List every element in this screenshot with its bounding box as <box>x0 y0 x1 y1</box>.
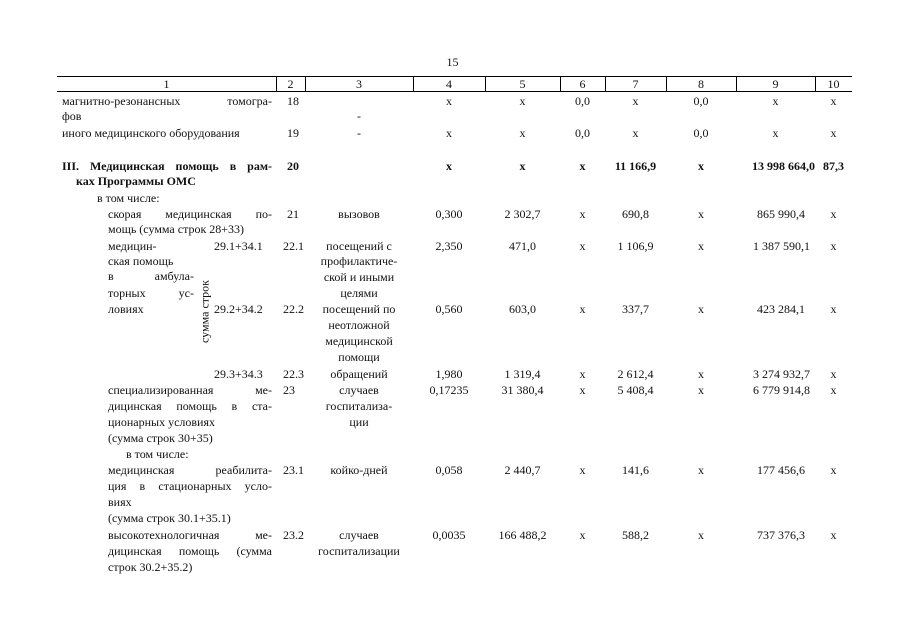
cell-c5: 1 319,4 <box>504 367 541 381</box>
row-number: 19 <box>287 126 299 140</box>
row-unit: койко-дней <box>330 463 388 477</box>
row-unit: целями <box>340 286 378 300</box>
row-name: медицин- <box>108 239 157 253</box>
cell-c10: х <box>830 207 837 221</box>
cell-c5: 471,0 <box>509 239 536 253</box>
cell-c8: х <box>698 207 704 221</box>
cell-c8: х <box>698 159 704 173</box>
row-unit: госпитализации <box>318 544 400 558</box>
including-label: в том числе: <box>126 447 189 461</box>
header-col-5: 5 <box>519 77 526 91</box>
row-number: 21 <box>287 207 299 221</box>
row-name: специализированная ме- <box>108 383 272 397</box>
row-name: ция в стационарных усло- <box>108 479 272 493</box>
cell-c7: 588,2 <box>622 528 649 542</box>
cell-c6: х <box>579 383 586 397</box>
section-title: ках Программы ОМС <box>76 174 196 188</box>
row-number: 22.1 <box>283 239 304 253</box>
row-unit: неотложной <box>328 318 390 332</box>
cell-c8: х <box>698 239 704 253</box>
row-name: ловиях <box>108 302 144 316</box>
cell-c10: х <box>830 367 837 381</box>
section-title: III. Медицинская помощь в рам- <box>62 159 272 173</box>
row-number: 22.3 <box>283 367 304 381</box>
cell-c10: х <box>830 94 837 108</box>
header-col-9: 9 <box>772 77 779 91</box>
header-col-7: 7 <box>632 77 639 91</box>
cell-c4: х <box>446 94 452 108</box>
header-col-4: 4 <box>446 77 452 91</box>
row-name: (сумма строк 30.1+35.1) <box>108 511 231 525</box>
row-unit: помощи <box>338 350 380 364</box>
cell-c6: х <box>579 302 586 316</box>
cell-c4: 2,350 <box>435 239 463 253</box>
cell-c5: 2 302,7 <box>504 207 541 221</box>
row-name: дицинская помощь (сумма <box>108 544 272 558</box>
cell-c4: 0,058 <box>435 463 463 477</box>
cell-c5: 31 380,4 <box>501 383 544 397</box>
row-number: 22.2 <box>283 302 304 316</box>
header-bottom-rule <box>57 91 852 92</box>
cell-c10: х <box>830 239 837 253</box>
row-number: 20 <box>287 159 299 173</box>
cell-c10: х <box>830 302 837 316</box>
cell-c7: 337,7 <box>622 302 649 316</box>
cell-c4: 0,560 <box>435 302 463 316</box>
header-col-2: 2 <box>287 77 294 91</box>
cell-c7: 5 408,4 <box>617 383 654 397</box>
cell-c7: х <box>632 94 639 108</box>
cell-c5: 2 440,7 <box>504 463 541 477</box>
row-unit: - <box>357 126 361 140</box>
row-name: высокотехнологичная ме- <box>108 528 272 542</box>
row-name: виях <box>108 495 132 509</box>
row-name: в амбула- <box>108 269 194 283</box>
cell-c6: х <box>579 239 586 253</box>
cell-c8: 0,0 <box>693 126 709 140</box>
row-number: 18 <box>287 94 299 108</box>
header-col-8: 8 <box>698 77 704 91</box>
cell-c4: 0,17235 <box>429 383 469 397</box>
cell-c7: х <box>632 126 639 140</box>
cell-c4: 0,0035 <box>432 528 466 542</box>
row-name: ционарных условиях <box>108 415 215 429</box>
cell-c9: 423 284,1 <box>757 302 805 316</box>
row-sum: 29.2+34.2 <box>214 302 263 316</box>
cell-c5: х <box>519 159 526 173</box>
row-unit: - <box>357 109 361 123</box>
cell-c5: 166 488,2 <box>498 528 547 542</box>
cell-c5: х <box>519 94 526 108</box>
cell-c6: х <box>579 159 586 173</box>
cell-c4: х <box>446 126 452 140</box>
cell-c10: 87,3 <box>823 159 844 173</box>
row-unit: посещений по <box>322 302 396 316</box>
page-number: 15 <box>446 55 459 69</box>
cell-c5: 603,0 <box>509 302 536 316</box>
cell-c6: х <box>579 367 586 381</box>
row-name: торных ус- <box>108 286 194 300</box>
row-unit: случаев <box>339 528 379 542</box>
row-name: мощь (сумма строк 28+33) <box>108 222 245 236</box>
row-unit: ции <box>349 415 369 429</box>
row-unit: медицинской <box>325 334 393 348</box>
cell-c9: 13 998 664,0 <box>752 159 815 173</box>
row-name: медицинская реабилита- <box>108 463 272 477</box>
cell-c9: 177 456,6 <box>757 463 805 477</box>
header-col-3: 3 <box>356 77 362 91</box>
including-label: в том числе: <box>97 191 160 205</box>
header-col-10: 10 <box>827 77 840 91</box>
cell-c8: х <box>698 302 704 316</box>
cell-c8: х <box>698 528 704 542</box>
row-unit: случаев <box>339 383 379 397</box>
cell-c7: 1 106,9 <box>617 239 654 253</box>
cell-c9: 6 779 914,8 <box>753 383 810 397</box>
cell-c7: 141,6 <box>622 463 649 477</box>
cell-c4: 0,300 <box>435 207 463 221</box>
cell-c10: х <box>830 463 837 477</box>
cell-c7: 11 166,9 <box>614 159 657 173</box>
row-number: 23.2 <box>283 528 304 542</box>
row-name: фов <box>62 109 82 123</box>
cell-c8: 0,0 <box>693 94 709 108</box>
row-name: иного медицинского оборудования <box>62 126 240 140</box>
row-name: строк 30.2+35.2) <box>108 560 193 574</box>
cell-c9: х <box>772 94 779 108</box>
row-unit: ской и иными <box>323 270 395 284</box>
cell-c9: х <box>772 126 779 140</box>
cell-c10: х <box>830 383 837 397</box>
row-unit: посещений с <box>326 239 392 253</box>
row-name: (сумма строк 30+35) <box>108 431 213 445</box>
cell-c7: 2 612,4 <box>617 367 654 381</box>
cell-c4: 1,980 <box>435 367 463 381</box>
cell-c8: х <box>698 383 704 397</box>
row-name: магнитно-резонансных томогра- <box>62 94 272 108</box>
row-unit: вызовов <box>338 207 380 221</box>
header-col-6: 6 <box>579 77 586 91</box>
row-name: дицинская помощь в ста- <box>108 399 272 413</box>
row-unit: профилактиче- <box>320 254 398 268</box>
cell-c6: 0,0 <box>575 126 590 140</box>
cell-c6: 0,0 <box>575 94 590 108</box>
row-unit: обращений <box>330 367 388 381</box>
row-sum: 29.3+34.3 <box>214 367 263 381</box>
cell-c8: х <box>698 367 704 381</box>
row-name: ская помощь <box>108 254 174 268</box>
cell-c8: х <box>698 463 704 477</box>
cell-c9: 3 274 932,7 <box>753 367 810 381</box>
cell-c9: 1 387 590,1 <box>753 239 810 253</box>
cell-c5: х <box>519 126 526 140</box>
row-sum: 29.1+34.1 <box>214 239 263 253</box>
cell-c6: х <box>579 207 586 221</box>
row-name: скорая медицинская по- <box>108 207 272 221</box>
cell-c9: 865 990,4 <box>757 207 805 221</box>
cell-c9: 737 376,3 <box>757 528 805 542</box>
row-number: 23.1 <box>283 463 304 477</box>
cell-c6: х <box>579 463 586 477</box>
row-number: 23 <box>283 383 295 397</box>
header-col-1: 1 <box>163 77 170 91</box>
cell-c6: х <box>579 528 586 542</box>
rotated-label: сумма строк <box>197 280 212 343</box>
cell-c4: х <box>446 159 452 173</box>
cell-c10: х <box>830 528 837 542</box>
cell-c7: 690,8 <box>622 207 649 221</box>
row-unit: госпитализа- <box>325 399 393 413</box>
cell-c10: х <box>830 126 837 140</box>
